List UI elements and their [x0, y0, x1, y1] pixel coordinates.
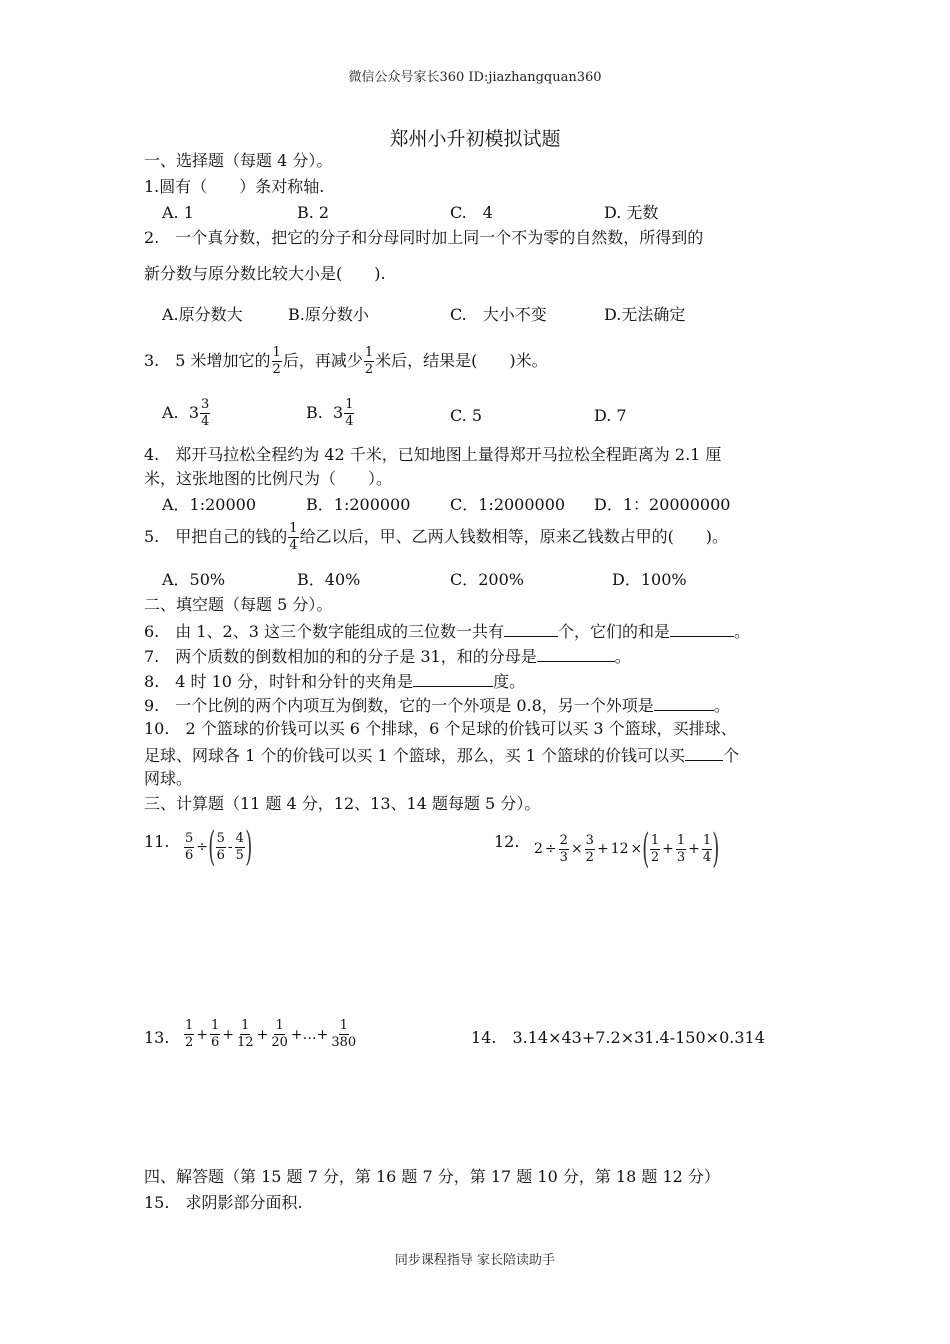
fraction-numerator: 5 — [185, 830, 194, 846]
q14-expression: 14. 3.14×43+7.2×31.4-150×0.314 — [471, 1028, 765, 1047]
fraction-numerator: 1 — [339, 1018, 348, 1033]
fraction — [585, 834, 595, 865]
fraction — [364, 346, 374, 377]
q8-text-2: 度。 — [493, 672, 526, 691]
times-sign: × — [630, 841, 643, 857]
q11-label: 11. — [144, 832, 170, 851]
number: 2 — [534, 841, 543, 857]
fraction-denominator: 4 — [201, 414, 210, 429]
fraction — [650, 834, 660, 865]
fraction-numerator: 3 — [201, 397, 210, 412]
fraction-numerator: 1 — [275, 1018, 284, 1033]
fraction-numerator: 1 — [185, 1018, 194, 1033]
q4-option-a: A．1:20000 — [162, 495, 257, 514]
fraction-numerator: 1 — [702, 832, 712, 848]
q12-expression — [533, 826, 720, 872]
plus-sign: + — [662, 841, 674, 857]
q2-stem-line-2: 新分数与原分数比较大小是( ). — [144, 264, 386, 283]
fraction — [200, 398, 210, 429]
q10-text-2: 个 — [723, 746, 740, 765]
q12-label: 12. — [494, 832, 520, 851]
answer-blank[interactable] — [504, 620, 558, 637]
q5-option-c: C．200% — [450, 570, 524, 589]
q5-option-a: A．50% — [162, 570, 226, 589]
fraction-denominator: 4 — [345, 414, 354, 429]
fraction-denominator: 4 — [289, 538, 298, 553]
fraction-numerator: 1 — [241, 1018, 250, 1033]
q3-option-a — [162, 398, 211, 429]
q6-stem — [144, 620, 750, 642]
page-title: 郑州小升初模拟试题 — [389, 128, 561, 150]
fraction-numerator: 4 — [235, 830, 244, 846]
q6-text-1: 6. 由 1、2、3 这三个数字能组成的三位数一共有 — [144, 622, 504, 641]
q5-text-2: 给乙以后，甲、乙两人钱数相等，原来乙钱数占甲的( )。 — [299, 527, 729, 546]
q1-option-b: B. 2 — [297, 203, 330, 222]
fraction-denominator: 2 — [185, 1035, 194, 1050]
fraction-numerator: 1 — [676, 832, 686, 848]
fraction-numerator: 3 — [585, 832, 594, 848]
fraction-denominator: 12 — [237, 1035, 254, 1050]
fraction — [330, 1019, 357, 1050]
answer-blank[interactable] — [670, 620, 734, 637]
fraction-denominator: 2 — [650, 849, 660, 865]
fraction-numerator: 1 — [364, 345, 374, 360]
fraction-numerator: 5 — [216, 830, 225, 846]
q5-text-1: 5. 甲把自己的钱的 — [144, 527, 288, 546]
q7-text-2: 。 — [614, 647, 631, 666]
q1-option-d: D. 无数 — [604, 203, 659, 222]
section-2-heading: 二、填空题（每题 5 分）。 — [144, 595, 333, 614]
q7-text-1: 7. 两个质数的倒数相加的和的分子是 31，和的分母是 — [144, 647, 537, 666]
fraction-numerator: 1 — [289, 521, 298, 536]
fraction-denominator: 6 — [211, 1035, 220, 1050]
q8-text-1: 8. 4 时 10 分，时针和分针的夹角是 — [144, 672, 414, 691]
q3-option-d: D. 7 — [594, 406, 627, 425]
q8-stem — [144, 670, 525, 692]
q9-stem — [144, 694, 730, 716]
fraction-denominator: 20 — [271, 1035, 288, 1050]
q4-option-b: B．1:200000 — [306, 495, 411, 514]
q1-stem: 1.圆有（ ）条对称轴. — [144, 177, 325, 196]
q5-option-d: D．100% — [612, 570, 687, 589]
divide-sign: ÷ — [196, 839, 209, 855]
q4-stem-line-1: 4. 郑开马拉松全程约为 42 千米，已知地图上量得郑开马拉松全程距离为 2.1 厘 — [144, 445, 722, 464]
fraction — [272, 346, 282, 377]
fraction-denominator: 4 — [702, 849, 712, 865]
q10-stem-line-1: 10. 2 个篮球的价钱可以买 6 个排球，6 个足球的价钱可以买 3 个篮球，买排球、 — [144, 719, 737, 738]
fraction-denominator: 3 — [676, 849, 686, 865]
fraction-denominator: 3 — [559, 849, 568, 865]
plus-sign: + — [688, 841, 700, 857]
q2-option-c: C. 大小不变 — [450, 305, 547, 324]
fraction — [702, 834, 712, 865]
plus-sign: + — [222, 1026, 235, 1043]
q1-option-a: A. 1 — [162, 203, 194, 222]
fraction-denominator: 2 — [364, 362, 374, 377]
q3-text-2: 后，再减少 — [282, 351, 363, 370]
q3-text-1: 3. 5 米增加它的 — [144, 351, 271, 370]
fraction — [344, 398, 354, 429]
fraction-numerator: 1 — [211, 1018, 220, 1033]
fraction — [559, 834, 569, 865]
q9-text-1: 9. 一个比例的两个内项互为倒数，它的一个外项是 0.8，另一个外项是 — [144, 696, 654, 715]
q7-stem — [144, 645, 631, 667]
fraction — [270, 1019, 289, 1050]
q2-stem-line-1: 2. 一个真分数，把它的分子和分母同时加上同一个不为零的自然数，所得到的 — [144, 228, 704, 247]
section-1-heading: 一、选择题（每题 4 分）。 — [144, 151, 333, 170]
plus-sign: + — [196, 1026, 209, 1043]
page-header: 微信公众号家长360 ID:jiazhangquan360 — [348, 70, 602, 85]
page-footer: 同步课程指导 家长陪读助手 — [394, 1253, 556, 1268]
fraction-denominator: 2 — [272, 362, 281, 377]
fraction-denominator: 2 — [585, 849, 594, 865]
fraction-denominator: 6 — [216, 847, 225, 863]
q15-stem: 15. 求阴影部分面积. — [144, 1193, 303, 1212]
fraction-denominator: 380 — [331, 1035, 357, 1050]
q4-option-c: C．1:2000000 — [450, 495, 566, 514]
q2-option-b: B.原分数小 — [288, 305, 369, 324]
option-label: B. — [306, 403, 323, 422]
fraction-numerator: 1 — [272, 345, 281, 360]
q3-text-3: 米后，结果是( )米。 — [375, 351, 548, 370]
times-sign: × — [570, 841, 583, 857]
q4-stem-line-2: 米，这张地图的比例尺为（ ）。 — [144, 469, 393, 488]
answer-blank[interactable] — [413, 670, 493, 687]
left-paren: ( — [208, 824, 216, 870]
right-paren: ) — [712, 826, 720, 872]
q5-option-b: B．40% — [297, 570, 361, 589]
q3-stem — [144, 346, 548, 377]
q13-expression — [183, 1019, 358, 1050]
minus-sign: - — [227, 839, 233, 855]
plus-sign: + — [256, 1026, 269, 1043]
fraction-numerator: 2 — [559, 832, 568, 848]
mixed-whole: 3 — [188, 403, 199, 422]
q1-option-c: C. 4 — [450, 203, 493, 222]
right-paren: ) — [245, 824, 253, 870]
fraction — [184, 832, 194, 863]
q2-option-d: D.无法确定 — [604, 305, 686, 324]
q9-text-2: 。 — [713, 696, 730, 715]
q6-text-2: 个，它们的和是 — [557, 622, 670, 641]
q11-expression — [183, 824, 253, 870]
fraction-numerator: 1 — [650, 832, 660, 848]
option-label: A. — [162, 403, 179, 422]
fraction — [235, 832, 245, 863]
answer-blank[interactable] — [654, 694, 714, 711]
fraction-numerator: 1 — [345, 397, 354, 412]
answer-blank[interactable] — [685, 744, 723, 761]
section-4-heading: 四、解答题（第 15 题 7 分，第 16 题 7 分，第 17 题 10 分，第 18 题 12 分） — [144, 1167, 720, 1186]
number: 12 — [610, 841, 629, 857]
q13-label: 13. — [144, 1028, 170, 1047]
fraction — [288, 522, 298, 553]
fraction-denominator: 6 — [185, 847, 194, 863]
q10-text-1: 足球、网球各 1 个的价钱可以买 1 个篮球，那么，买 1 个篮球的价钱可以买 — [144, 746, 686, 765]
fraction — [676, 834, 686, 865]
mixed-whole: 3 — [333, 403, 344, 422]
fraction — [184, 1019, 194, 1050]
q6-text-3: 。 — [734, 622, 751, 641]
q2-option-a: A.原分数大 — [162, 305, 243, 324]
q3-option-b — [306, 398, 355, 429]
q3-option-c: C. 5 — [450, 406, 483, 425]
q4-option-d: D．1：20000000 — [594, 495, 731, 514]
section-3-heading: 三、计算题（11 题 4 分，12、13、14 题每题 5 分）。 — [144, 794, 541, 813]
fraction — [210, 1019, 220, 1050]
fraction — [216, 832, 226, 863]
q5-stem — [144, 522, 728, 553]
divide-sign: ÷ — [544, 841, 557, 857]
q10-stem-line-3: 网球。 — [144, 769, 193, 788]
plus-sign: + — [596, 841, 609, 857]
q10-stem-line-2 — [144, 744, 739, 766]
fraction — [236, 1019, 255, 1050]
left-paren: ( — [642, 826, 650, 872]
answer-blank[interactable] — [537, 645, 615, 662]
fraction-denominator: 5 — [235, 847, 244, 863]
ellipsis: +…+ — [290, 1026, 329, 1043]
